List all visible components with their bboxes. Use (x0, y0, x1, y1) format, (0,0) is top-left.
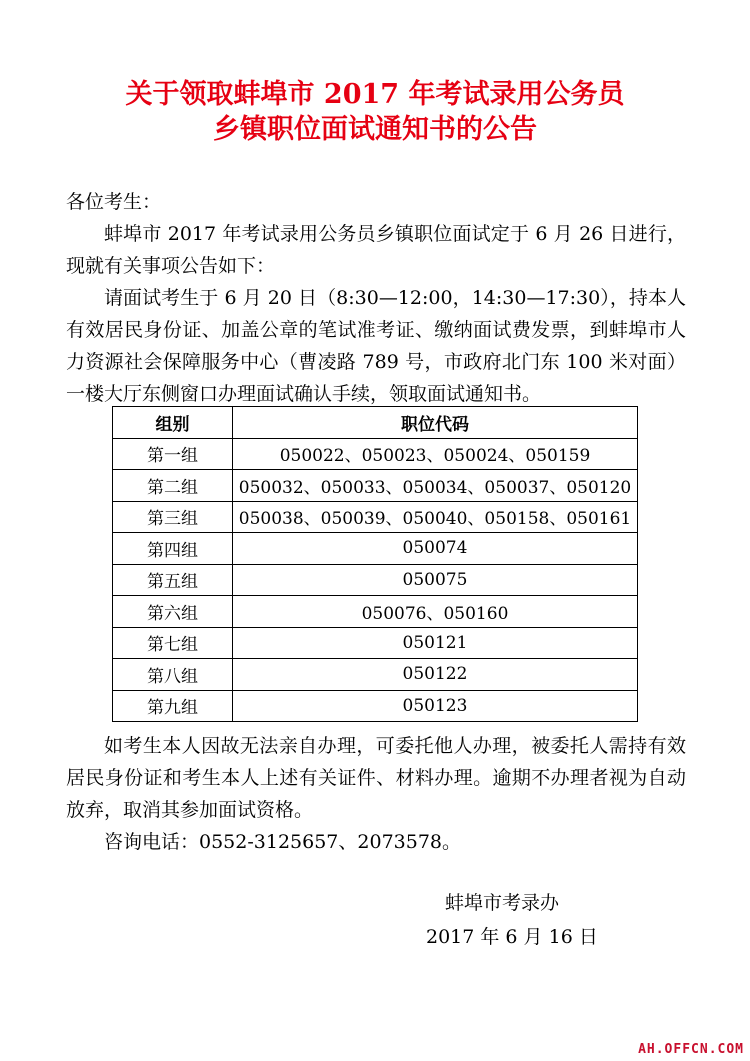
code-cell: 050122 (233, 659, 638, 691)
group-cell: 第二组 (113, 470, 233, 502)
site-watermark: AH.OFFCN.COM (638, 1042, 744, 1057)
code-cell: 050074 (233, 533, 638, 565)
table-row (113, 659, 638, 691)
code-cell: 050022、050023、050024、050159 (233, 438, 638, 470)
notice-title-line2: 乡镇职位面试通知书的公告 (213, 114, 537, 145)
group-cell: 第七组 (113, 627, 233, 659)
table-row (113, 533, 638, 565)
issuer-org: 蚌埠市考录办 (445, 892, 560, 914)
table-row (113, 564, 638, 596)
salutation: 各位考生： (66, 191, 162, 213)
table-row (113, 470, 638, 502)
table-row (113, 596, 638, 628)
intro-paragraph: 蚌埠市 2017 年考试录用公务员乡镇职位面试定于 6 月 26 日进行，现就有关事项公告如下： (66, 223, 686, 277)
code-cell: 050123 (233, 690, 638, 722)
group-cell: 第八组 (113, 659, 233, 691)
table-row (113, 627, 638, 659)
table-row (113, 501, 638, 533)
code-cell: 050032、050033、050034、050037、050120 (233, 470, 638, 502)
instruction-paragraph: 请面试考生于 6 月 20 日（8:30—12:00，14:30—17:30），持本人有效居民身份证、加盖公章的笔试准考证、缴纳面试费发票，到蚌埠市人力资源社会保障服务中心（曹凌路 789 号，市政府北门东 100 米对面）一楼大厅东侧窗口办理面试确认手续，领取面试通知书。 (66, 287, 686, 405)
code-cell: 050038、050039、050040、050158、050161 (233, 501, 638, 533)
group-cell: 第九组 (113, 690, 233, 722)
table-row (113, 690, 638, 722)
group-code-table (112, 406, 638, 722)
contact-line: 咨询电话：0552-3125657、2073578。 (104, 831, 462, 853)
code-cell: 050076、050160 (233, 596, 638, 628)
group-cell: 第三组 (113, 501, 233, 533)
group-cell: 第六组 (113, 596, 233, 628)
table-row (113, 438, 638, 470)
group-cell: 第一组 (113, 438, 233, 470)
header-position-code: 职位代码 (233, 407, 638, 439)
header-group: 组别 (113, 407, 233, 439)
proxy-paragraph: 如考生本人因故无法亲自办理，可委托他人办理，被委托人需持有效居民身份证和考生本人上述有关证件、材料办理。逾期不办理者视为自动放弃，取消其参加面试资格。 (66, 735, 686, 821)
notice-title-line1: 关于领取蚌埠市 2017 年考试录用公务员 (125, 79, 625, 110)
group-cell: 第四组 (113, 533, 233, 565)
group-cell: 第五组 (113, 564, 233, 596)
issue-date: 2017 年 6 月 16 日 (426, 926, 598, 948)
table-header-row (113, 407, 638, 439)
code-cell: 050121 (233, 627, 638, 659)
code-cell: 050075 (233, 564, 638, 596)
